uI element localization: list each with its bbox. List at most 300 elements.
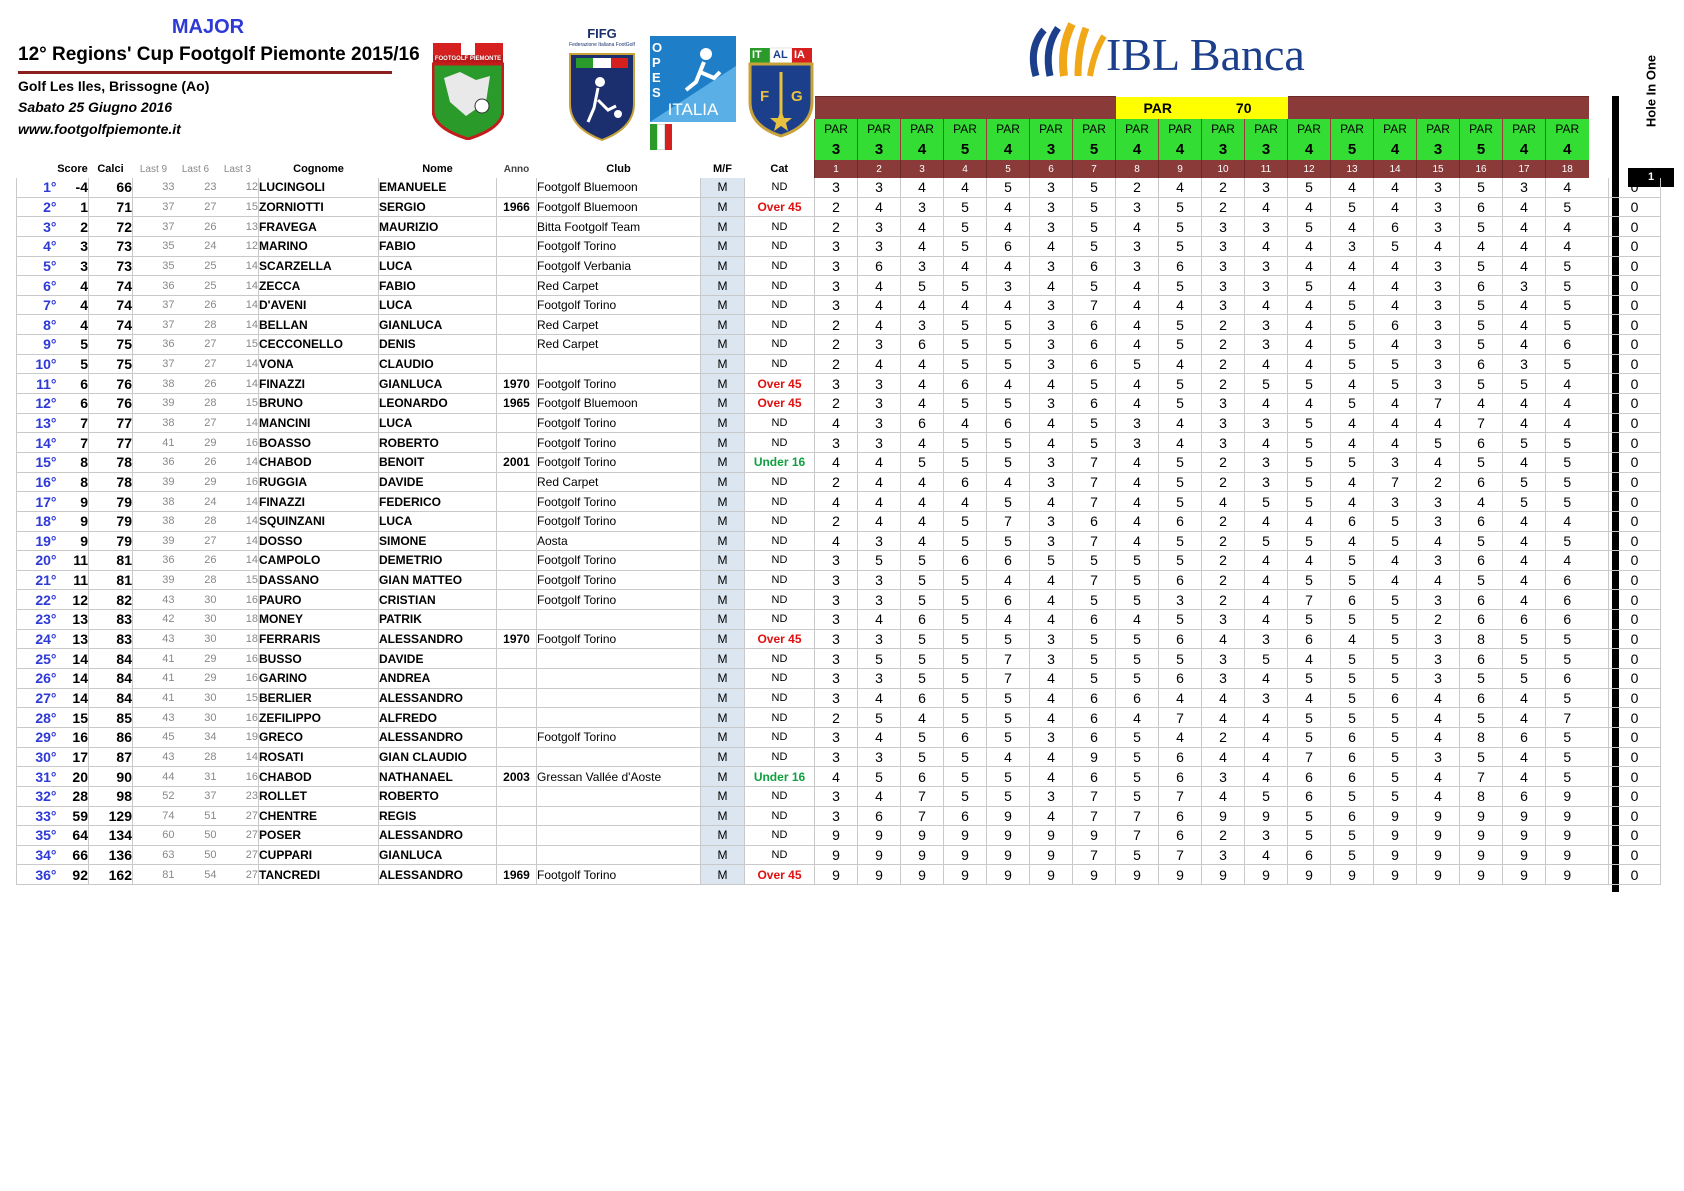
hole-score-5: 6 — [987, 413, 1030, 433]
gender-cell: M — [701, 354, 745, 374]
birth-year-cell — [497, 276, 537, 296]
last3-cell: 14 — [217, 531, 259, 551]
hole-score-16: 4 — [1460, 236, 1503, 256]
hole-score-1: 3 — [815, 629, 858, 649]
hole-score-4: 5 — [944, 511, 987, 531]
table-row — [17, 845, 1661, 865]
last3-cell: 15 — [217, 335, 259, 355]
hole-score-8: 3 — [1116, 433, 1159, 453]
hole-in-one-cell: 0 — [1609, 590, 1661, 610]
table-row — [17, 826, 1661, 846]
surname-cell: FERRARIS — [259, 629, 379, 649]
position-cell: 27° — [17, 688, 57, 708]
category-badge: ND — [745, 295, 815, 315]
par-total-row — [17, 97, 1661, 120]
calci-cell: 129 — [89, 806, 133, 826]
hole-score-14: 5 — [1374, 590, 1417, 610]
hole-score-2: 4 — [858, 511, 901, 531]
hole-score-9: 5 — [1159, 649, 1202, 669]
hole-score-10: 2 — [1202, 178, 1245, 197]
hole-score-10: 4 — [1202, 747, 1245, 767]
hole-score-12: 4 — [1288, 551, 1331, 571]
hole-score-14: 4 — [1374, 551, 1417, 571]
hole-score-8: 5 — [1116, 629, 1159, 649]
last6-cell: 30 — [175, 708, 217, 728]
hole-score-18: 4 — [1546, 511, 1589, 531]
hole-score-2: 4 — [858, 492, 901, 512]
par-label-hole-8: PAR — [1116, 119, 1159, 139]
hole-score-9: 4 — [1159, 295, 1202, 315]
hole-score-13: 5 — [1331, 570, 1374, 590]
last6-cell: 31 — [175, 767, 217, 787]
hole-score-13: 6 — [1331, 511, 1374, 531]
hole-score-15: 4 — [1417, 708, 1460, 728]
hole-score-17: 4 — [1503, 452, 1546, 472]
gender-cell: M — [701, 452, 745, 472]
last3-cell: 15 — [217, 197, 259, 217]
hole-score-12: 5 — [1288, 276, 1331, 296]
hole-score-15: 3 — [1417, 178, 1460, 197]
hole-score-18: 5 — [1546, 472, 1589, 492]
hole-in-one-cell: 0 — [1609, 472, 1661, 492]
hole-score-13: 9 — [1331, 865, 1374, 885]
hole-score-6: 4 — [1030, 433, 1073, 453]
hole-score-18: 5 — [1546, 315, 1589, 335]
club-cell: Footgolf Torino — [537, 551, 701, 571]
hole-score-11: 3 — [1245, 276, 1288, 296]
last6-cell: 28 — [175, 570, 217, 590]
category-badge: ND — [745, 492, 815, 512]
last9-cell: 60 — [133, 826, 175, 846]
hole-score-10: 2 — [1202, 727, 1245, 747]
col-club: Club — [606, 163, 631, 175]
divider-gap — [1589, 394, 1609, 414]
last9-cell: 39 — [133, 394, 175, 414]
position-cell: 31° — [17, 767, 57, 787]
calci-cell: 87 — [89, 747, 133, 767]
firstname-cell: EMANUELE — [379, 178, 497, 197]
col-hole-9: 9 — [1159, 160, 1202, 178]
firstname-cell: DEMETRIO — [379, 551, 497, 571]
score-cell: 7 — [57, 413, 89, 433]
hole-score-4: 5 — [944, 197, 987, 217]
hole-score-1: 4 — [815, 492, 858, 512]
hole-score-14: 4 — [1374, 413, 1417, 433]
hole-score-13: 3 — [1331, 236, 1374, 256]
surname-cell: GRECO — [259, 727, 379, 747]
last9-cell: 44 — [133, 767, 175, 787]
firstname-cell: LEONARDO — [379, 394, 497, 414]
divider-gap — [1589, 433, 1609, 453]
hole-score-9: 5 — [1159, 197, 1202, 217]
table-row — [17, 354, 1661, 374]
divider-gap — [1589, 767, 1609, 787]
hole-score-9: 5 — [1159, 217, 1202, 237]
hole-score-3: 4 — [901, 492, 944, 512]
website-link[interactable]: www.footgolfpiemonte.it — [18, 121, 181, 137]
hole-score-11: 3 — [1245, 688, 1288, 708]
hole-score-16: 5 — [1460, 335, 1503, 355]
hole-score-18: 5 — [1546, 629, 1589, 649]
table-row — [17, 669, 1661, 689]
category-badge: ND — [745, 472, 815, 492]
hole-score-13: 4 — [1331, 531, 1374, 551]
hole-score-11: 4 — [1245, 197, 1288, 217]
hole-score-15: 3 — [1417, 511, 1460, 531]
surname-cell: CAMPOLO — [259, 551, 379, 571]
hole-score-10: 2 — [1202, 511, 1245, 531]
calci-cell: 73 — [89, 256, 133, 276]
hole-score-12: 4 — [1288, 394, 1331, 414]
table-row — [17, 276, 1661, 296]
hole-score-12: 4 — [1288, 295, 1331, 315]
calci-cell: 77 — [89, 413, 133, 433]
hole-score-13: 5 — [1331, 708, 1374, 728]
par-value-hole-14: 4 — [1374, 139, 1417, 160]
hole-score-11: 5 — [1245, 492, 1288, 512]
hole-score-10: 2 — [1202, 354, 1245, 374]
hole-score-16: 6 — [1460, 354, 1503, 374]
hole-score-11: 4 — [1245, 590, 1288, 610]
hole-score-14: 3 — [1374, 492, 1417, 512]
hole-score-3: 4 — [901, 433, 944, 453]
last6-cell: 26 — [175, 452, 217, 472]
hole-score-17: 6 — [1503, 727, 1546, 747]
hole-score-13: 4 — [1331, 629, 1374, 649]
hole-score-16: 6 — [1460, 433, 1503, 453]
hole-score-16: 5 — [1460, 708, 1503, 728]
event-level: MAJOR — [171, 16, 245, 38]
hole-score-16: 9 — [1460, 806, 1503, 826]
gender-cell: M — [701, 492, 745, 512]
last6-cell: 27 — [175, 197, 217, 217]
hole-score-10: 3 — [1202, 767, 1245, 787]
par-value-hole-1: 3 — [815, 139, 858, 160]
hole-score-5: 6 — [987, 551, 1030, 571]
hole-score-6: 3 — [1030, 452, 1073, 472]
hole-score-7: 7 — [1073, 295, 1116, 315]
hole-score-18: 5 — [1546, 433, 1589, 453]
table-row — [17, 492, 1661, 512]
club-cell: Gressan Vallée d'Aoste — [537, 767, 701, 787]
last6-cell: 27 — [175, 354, 217, 374]
hole-score-11: 5 — [1245, 531, 1288, 551]
hole-score-8: 5 — [1116, 845, 1159, 865]
hole-score-6: 3 — [1030, 511, 1073, 531]
firstname-cell: GIANLUCA — [379, 374, 497, 394]
hole-score-3: 4 — [901, 354, 944, 374]
hole-score-11: 5 — [1245, 786, 1288, 806]
par-bar-right — [1288, 97, 1589, 120]
hole-score-17: 4 — [1503, 590, 1546, 610]
hole-score-4: 9 — [944, 845, 987, 865]
hole-score-11: 3 — [1245, 256, 1288, 276]
table-row — [17, 374, 1661, 394]
position-cell: 16° — [17, 472, 57, 492]
calci-cell: 90 — [89, 767, 133, 787]
hole-score-10: 9 — [1202, 865, 1245, 885]
surname-cell: BELLAN — [259, 315, 379, 335]
divider-gap — [1589, 669, 1609, 689]
par-label-hole-18: PAR — [1546, 119, 1589, 139]
score-cell: -4 — [57, 178, 89, 197]
hole-score-11: 4 — [1245, 747, 1288, 767]
hole-score-14: 5 — [1374, 354, 1417, 374]
iafg-text-5: G — [791, 88, 803, 105]
calci-cell: 136 — [89, 845, 133, 865]
hole-score-2: 3 — [858, 669, 901, 689]
hole-score-12: 4 — [1288, 511, 1331, 531]
table-row — [17, 649, 1661, 669]
table-row — [17, 590, 1661, 610]
hole-score-15: 4 — [1417, 531, 1460, 551]
hole-score-1: 9 — [815, 826, 858, 846]
hole-score-5: 5 — [987, 531, 1030, 551]
hole-score-7: 5 — [1073, 178, 1116, 197]
last6-cell: 28 — [175, 315, 217, 335]
par-value-hole-12: 4 — [1288, 139, 1331, 160]
position-cell: 9° — [17, 335, 57, 355]
divider-gap — [1589, 472, 1609, 492]
hole-score-10: 9 — [1202, 806, 1245, 826]
hole-score-11: 4 — [1245, 511, 1288, 531]
hole-score-15: 4 — [1417, 688, 1460, 708]
par-value-hole-17: 4 — [1503, 139, 1546, 160]
hole-score-13: 5 — [1331, 669, 1374, 689]
score-cell: 64 — [57, 826, 89, 846]
firstname-cell: GIANLUCA — [379, 845, 497, 865]
col-mf: M/F — [713, 163, 732, 175]
club-cell: Red Carpet — [537, 472, 701, 492]
hole-score-2: 4 — [858, 610, 901, 630]
hole-in-one-cell: 0 — [1609, 452, 1661, 472]
hole-score-3: 5 — [901, 452, 944, 472]
last6-cell: 27 — [175, 531, 217, 551]
hole-score-3: 5 — [901, 590, 944, 610]
calci-cell: 71 — [89, 197, 133, 217]
hole-score-4: 5 — [944, 649, 987, 669]
hole-score-4: 9 — [944, 826, 987, 846]
last9-cell: 38 — [133, 413, 175, 433]
hole-score-6: 3 — [1030, 472, 1073, 492]
gender-cell: M — [701, 315, 745, 335]
hole-score-14: 5 — [1374, 236, 1417, 256]
category-badge: ND — [745, 413, 815, 433]
hole-score-14: 5 — [1374, 786, 1417, 806]
hole-score-16: 7 — [1460, 767, 1503, 787]
hole-score-6: 3 — [1030, 256, 1073, 276]
last3-cell: 15 — [217, 394, 259, 414]
last6-cell: 30 — [175, 688, 217, 708]
last6-cell: 26 — [175, 374, 217, 394]
surname-cell: BUSSO — [259, 649, 379, 669]
position-cell: 6° — [17, 276, 57, 296]
hole-score-10: 2 — [1202, 551, 1245, 571]
hole-score-2: 9 — [858, 845, 901, 865]
hole-score-3: 5 — [901, 551, 944, 571]
club-cell — [537, 354, 701, 374]
hole-score-2: 5 — [858, 551, 901, 571]
last6-cell: 27 — [175, 413, 217, 433]
hole-score-11: 9 — [1245, 806, 1288, 826]
hole-score-16: 5 — [1460, 217, 1503, 237]
hole-score-10: 2 — [1202, 197, 1245, 217]
divider-gap — [1589, 217, 1609, 237]
firstname-cell: LUCA — [379, 511, 497, 531]
hole-score-8: 4 — [1116, 217, 1159, 237]
hole-in-one-cell: 0 — [1609, 217, 1661, 237]
hole-score-14: 4 — [1374, 570, 1417, 590]
divider-gap — [1589, 590, 1609, 610]
col-hole-16: 16 — [1460, 160, 1503, 178]
club-cell — [537, 786, 701, 806]
hole-score-4: 5 — [944, 394, 987, 414]
hole-score-10: 4 — [1202, 708, 1245, 728]
iafg-text-3: IA — [794, 49, 805, 61]
table-row — [17, 295, 1661, 315]
hole-score-6: 4 — [1030, 236, 1073, 256]
hole-score-5: 5 — [987, 178, 1030, 197]
club-cell: Footgolf Torino — [537, 727, 701, 747]
hole-score-13: 5 — [1331, 688, 1374, 708]
hole-score-18: 4 — [1546, 394, 1589, 414]
divider-gap — [1589, 708, 1609, 728]
par-value-hole-11: 3 — [1245, 139, 1288, 160]
birth-year-cell — [497, 669, 537, 689]
hole-score-6: 3 — [1030, 649, 1073, 669]
hole-score-1: 2 — [815, 315, 858, 335]
divider-gap — [1589, 276, 1609, 296]
hole-score-12: 6 — [1288, 786, 1331, 806]
hole-score-7: 6 — [1073, 610, 1116, 630]
calci-cell: 83 — [89, 629, 133, 649]
last9-cell: 41 — [133, 669, 175, 689]
hole-score-15: 5 — [1417, 433, 1460, 453]
col-hole-6: 6 — [1030, 160, 1073, 178]
hole-score-1: 2 — [815, 472, 858, 492]
score-cell: 7 — [57, 433, 89, 453]
hole-score-8: 5 — [1116, 767, 1159, 787]
hole-score-9: 6 — [1159, 256, 1202, 276]
last6-cell: 24 — [175, 236, 217, 256]
hole-in-one-cell: 0 — [1609, 688, 1661, 708]
hole-score-8: 5 — [1116, 747, 1159, 767]
score-cell: 4 — [57, 315, 89, 335]
par-label-hole-1: PAR — [815, 119, 858, 139]
birth-year-cell — [497, 531, 537, 551]
score-cell: 5 — [57, 335, 89, 355]
birth-year-cell — [497, 786, 537, 806]
hole-score-7: 5 — [1073, 197, 1116, 217]
hole-score-14: 5 — [1374, 374, 1417, 394]
hole-score-18: 5 — [1546, 256, 1589, 276]
hole-score-12: 5 — [1288, 374, 1331, 394]
hole-score-17: 5 — [1503, 472, 1546, 492]
par-label-hole-6: PAR — [1030, 119, 1073, 139]
position-cell: 21° — [17, 570, 57, 590]
hole-score-11: 4 — [1245, 845, 1288, 865]
hole-score-17: 9 — [1503, 845, 1546, 865]
col-hole-7: 7 — [1073, 160, 1116, 178]
hole-score-4: 6 — [944, 727, 987, 747]
last9-cell: 35 — [133, 256, 175, 276]
hole-score-16: 5 — [1460, 531, 1503, 551]
divider-gap — [1589, 511, 1609, 531]
last6-cell: 23 — [175, 178, 217, 197]
hole-in-one-column-number: 1 — [1628, 168, 1674, 187]
par-label-hole-7: PAR — [1073, 119, 1116, 139]
hole-score-10: 3 — [1202, 217, 1245, 237]
calci-cell: 77 — [89, 433, 133, 453]
hole-score-1: 3 — [815, 669, 858, 689]
hole-score-9: 5 — [1159, 276, 1202, 296]
hole-score-15: 9 — [1417, 845, 1460, 865]
hole-score-7: 6 — [1073, 727, 1116, 747]
hole-score-3: 3 — [901, 315, 944, 335]
iafg-text-2: AL — [773, 49, 788, 61]
hole-score-12: 4 — [1288, 197, 1331, 217]
hole-score-17: 4 — [1503, 413, 1546, 433]
hole-score-6: 4 — [1030, 747, 1073, 767]
hole-score-2: 5 — [858, 708, 901, 728]
hole-score-13: 5 — [1331, 452, 1374, 472]
hole-score-14: 5 — [1374, 727, 1417, 747]
hole-score-13: 5 — [1331, 197, 1374, 217]
hole-score-3: 5 — [901, 276, 944, 296]
last3-cell: 27 — [217, 845, 259, 865]
last9-cell: 43 — [133, 708, 175, 728]
hole-score-1: 3 — [815, 551, 858, 571]
gender-cell: M — [701, 786, 745, 806]
score-cell: 8 — [57, 452, 89, 472]
club-cell: Footgolf Torino — [537, 413, 701, 433]
hole-score-18: 9 — [1546, 845, 1589, 865]
hole-score-6: 4 — [1030, 610, 1073, 630]
birth-year-cell — [497, 806, 537, 826]
birth-year-cell — [497, 610, 537, 630]
hole-score-5: 5 — [987, 629, 1030, 649]
sponsor-name: IBL Banca — [1106, 29, 1305, 80]
hole-score-11: 4 — [1245, 610, 1288, 630]
firstname-cell: NATHANAEL — [379, 767, 497, 787]
hole-score-15: 3 — [1417, 747, 1460, 767]
birth-year-cell: 2001 — [497, 452, 537, 472]
last6-cell: 50 — [175, 845, 217, 865]
last9-cell: 38 — [133, 492, 175, 512]
par-value-hole-5: 4 — [987, 139, 1030, 160]
last3-cell: 13 — [217, 217, 259, 237]
hole-score-4: 9 — [944, 865, 987, 885]
column-header-row — [17, 160, 1661, 178]
hole-score-13: 4 — [1331, 413, 1374, 433]
hole-score-8: 4 — [1116, 295, 1159, 315]
table-row — [17, 688, 1661, 708]
hole-score-9: 6 — [1159, 669, 1202, 689]
surname-cell: D'AVENI — [259, 295, 379, 315]
last3-cell: 14 — [217, 256, 259, 276]
hole-score-15: 3 — [1417, 354, 1460, 374]
hole-score-13: 4 — [1331, 492, 1374, 512]
hole-score-17: 3 — [1503, 178, 1546, 197]
table-row — [17, 433, 1661, 453]
hole-score-14: 6 — [1374, 315, 1417, 335]
col-anno: Anno — [503, 163, 530, 175]
hole-score-16: 5 — [1460, 295, 1503, 315]
last9-cell: 39 — [133, 531, 175, 551]
hole-in-one-cell: 0 — [1609, 570, 1661, 590]
last6-cell: 30 — [175, 629, 217, 649]
col-hole-13: 13 — [1331, 160, 1374, 178]
